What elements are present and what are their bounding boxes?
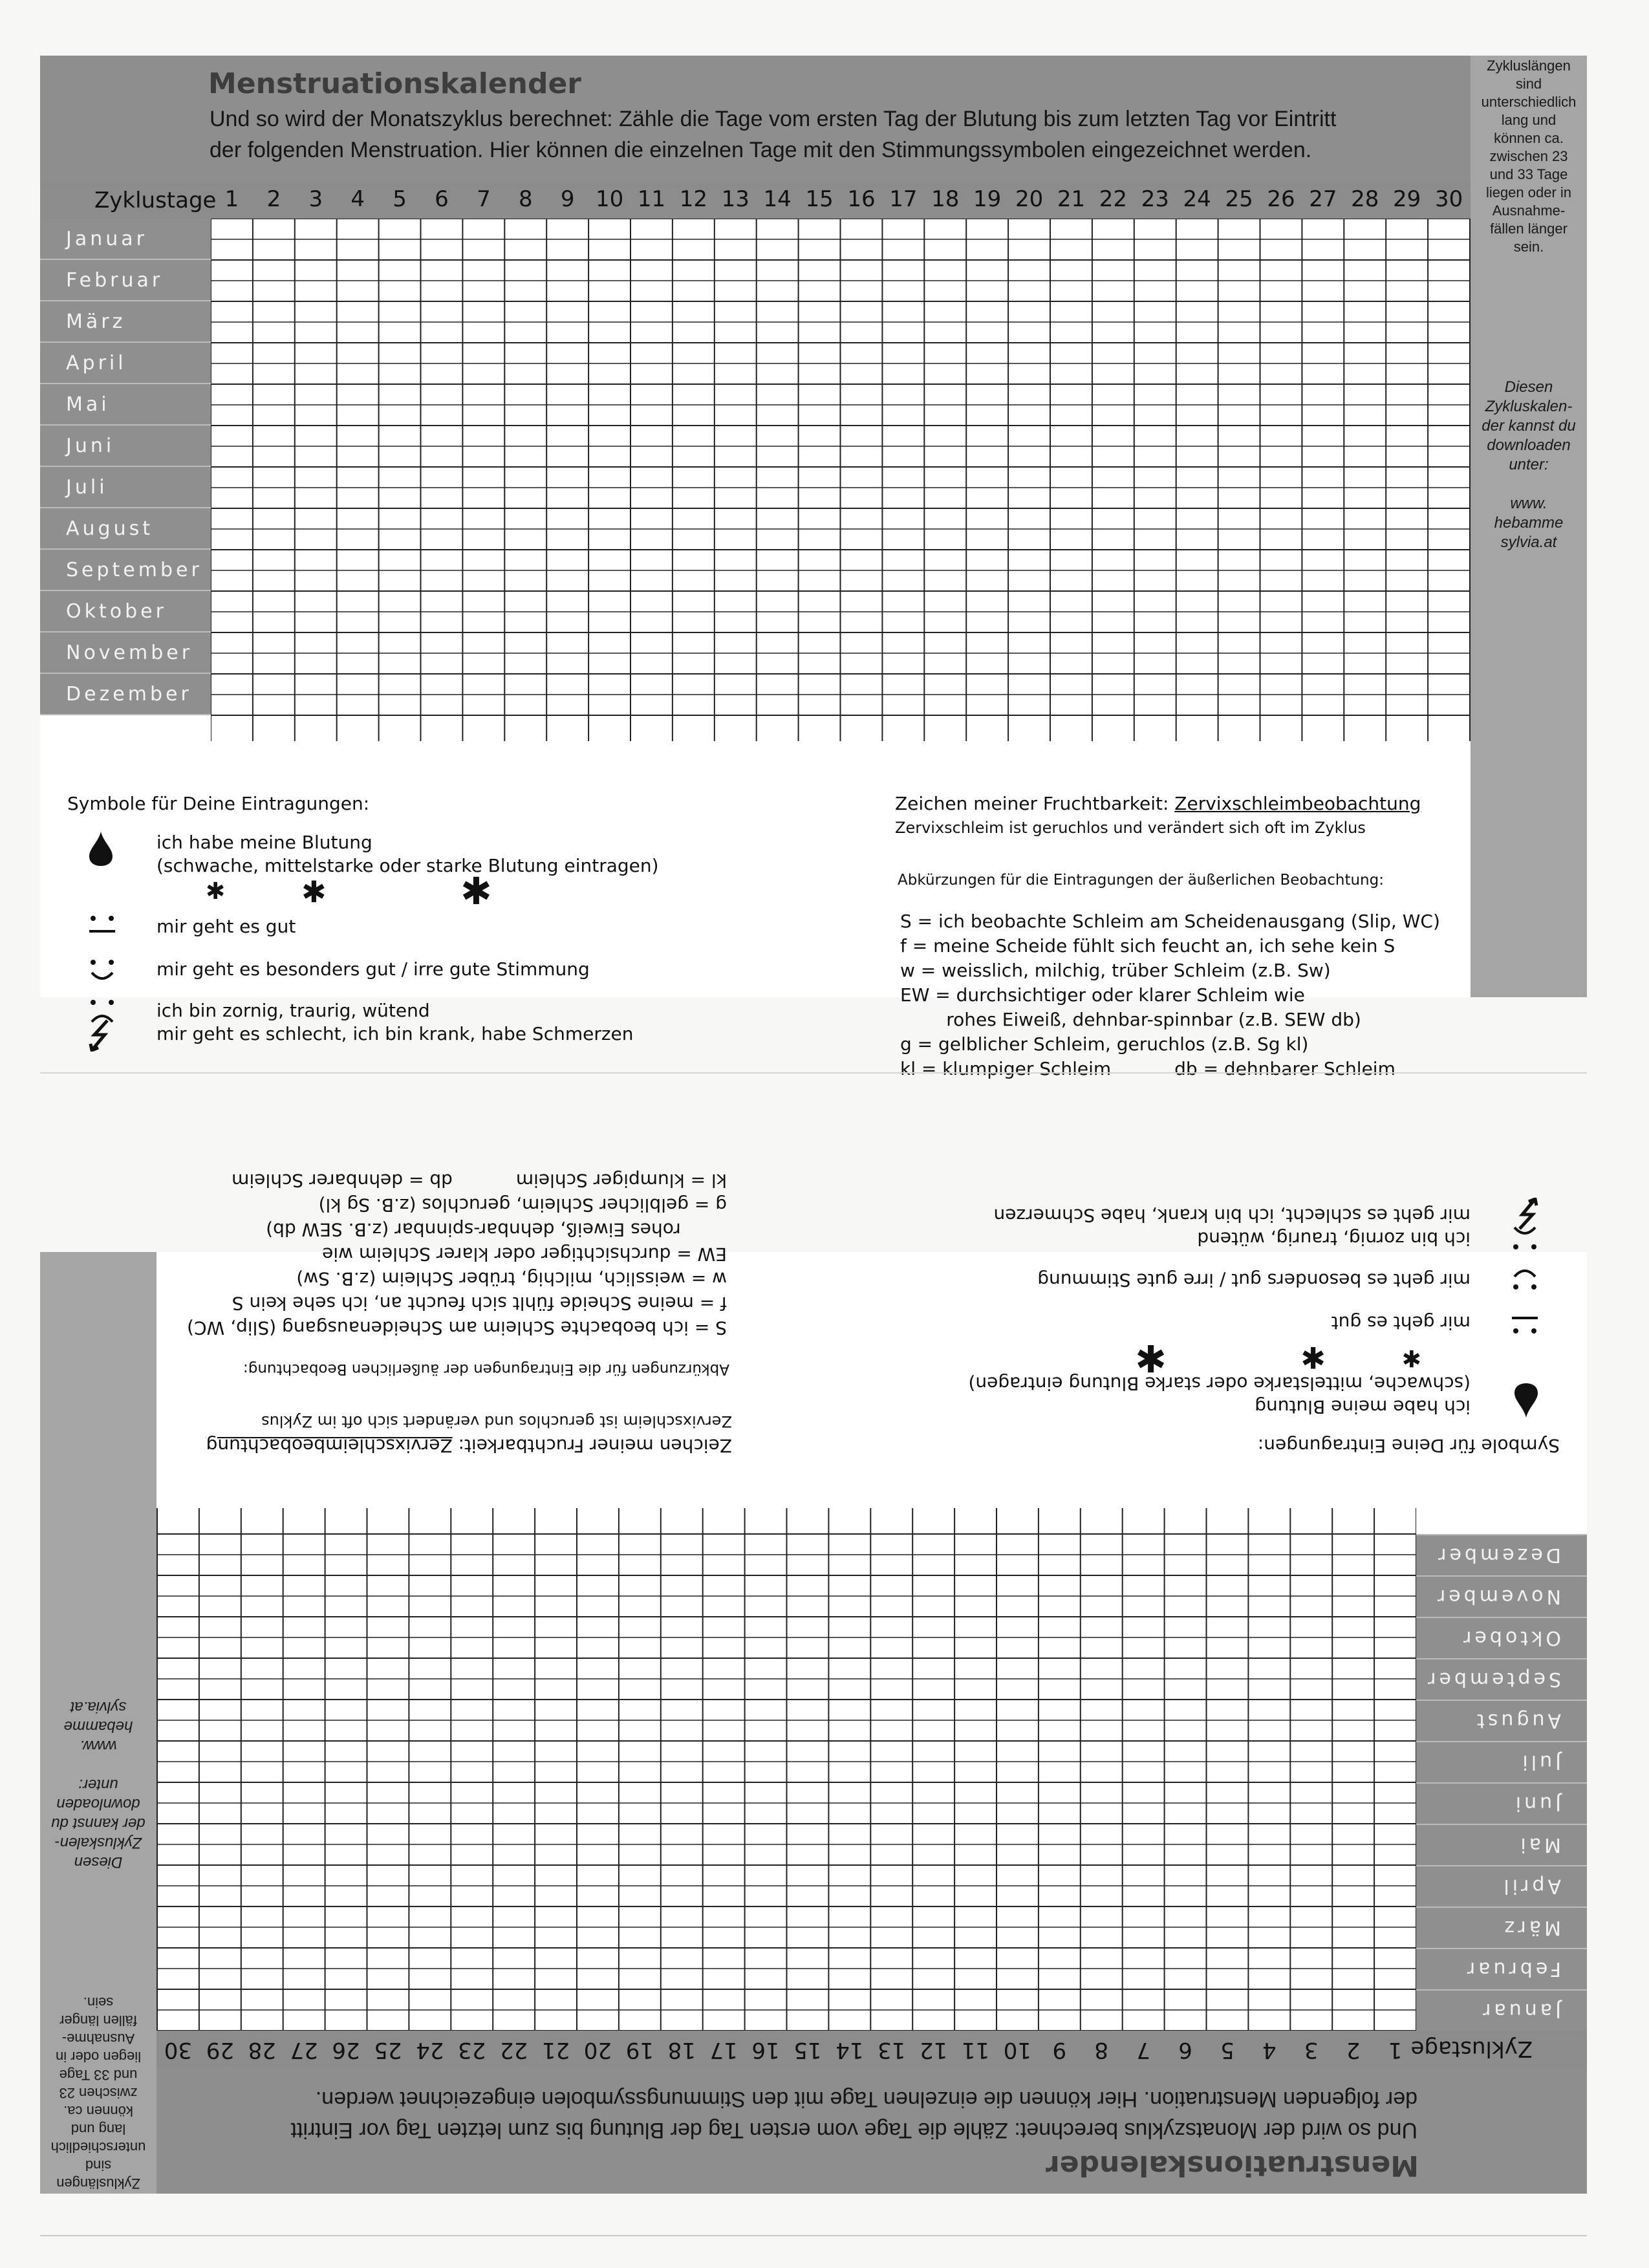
day-number: 1 [224,186,239,212]
day-number: 8 [518,186,533,212]
sidebar-line [1471,475,1587,494]
day-number: 3 [308,186,323,212]
day-number: 20 [583,2037,612,2063]
fertility-title [895,793,1421,814]
day-number: 20 [1015,186,1044,212]
sidebar-line: sylvia.at [70,1698,127,1716]
month-label [1416,1700,1587,1741]
abbreviation-line: S = ich beobachte Schleim am Scheidenausgang (Slip, WC) [187,1317,727,1339]
day-number: 23 [458,2037,486,2063]
day-number: 26 [1267,186,1295,212]
sidebar-line: unterschiedlich [1481,94,1577,110]
day-number: 18 [667,2037,696,2063]
calendar-description [137,2084,1417,2146]
sidebar-line [40,1755,156,1775]
calendar-title: Menstruationskalender [208,67,581,100]
sidebar-line: Ausnahme- [61,2031,135,2047]
calendar-title: Menstruationskalender [1046,2149,1419,2182]
sidebar-line: lang und [1501,112,1557,128]
fertility-title-prefix: Zeichen meiner Fruchtbarkeit: [452,1435,732,1456]
day-number: 21 [541,2037,570,2063]
sidebar-line: und 33 Tage [59,2067,138,2083]
fertility-title-underlined: Zervixschleimbeobachtung [206,1435,453,1456]
sidebar-line: lang und [70,2121,126,2137]
day-number: 9 [1052,2037,1067,2063]
day-number: 11 [961,2037,990,2063]
sidebar-line: unter: [78,1776,118,1793]
neutral-face-icon [1511,1306,1539,1339]
day-number: 2 [266,186,281,212]
abbreviations-title: Abkürzungen für die Eintragungen der äußerlichen Beobachtung: [898,872,1384,889]
day-number: 10 [1003,2037,1032,2063]
star-medium-icon: ✱ [301,874,327,909]
day-number: 25 [1225,186,1253,212]
day-number: 13 [721,186,749,212]
day-number: 11 [637,186,666,212]
description-line-2: der folgenden Menstruation. Hier können die einzelnen Tage mit den Stimmungssymbolen eingezeichnet werden. [315,2087,1417,2111]
month-label [40,508,211,550]
sidebar-line: Zykluslängen [1487,58,1571,74]
day-number: 25 [374,2037,402,2063]
description-line-1: Und so wird der Monatszyklus berechnet: Zähle die Tage vom ersten Tag der Blutung bis zum letzten Tag vor Eintritt [290,2118,1417,2143]
sidebar-line: unter: [1509,456,1549,473]
symbol-angry-label: ich bin zornig, traurig, wütend [156,1000,430,1021]
fertility-subtitle: Zervixschleim ist geruchlos und verändert sich oft im Zyklus [261,1412,732,1431]
happy-face-icon [88,956,116,989]
day-number: 27 [1309,186,1337,212]
month-label [40,384,211,426]
abbreviation-line: f = meine Scheide fühlt sich feucht an, ich sehe kein S [900,935,1396,956]
day-number: 17 [889,186,918,212]
sidebar-line: sein. [1513,239,1544,255]
calendar-card-top [40,56,1587,1079]
zyklustage-label: Zyklustage [1410,2036,1533,2062]
month-label [40,301,211,343]
sidebar-line: fällen länger [59,2013,137,2029]
symbol-sick-label: mir geht es schlecht, ich bin krank, habe Schmerzen [156,1023,634,1044]
symbol-sick-label: mir geht es schlecht, ich bin krank, habe Schmerzen [993,1205,1471,1226]
symbols-title: Symbole für Deine Eintragungen: [1257,1435,1560,1456]
day-number: 22 [1099,186,1128,212]
calendar-card-bottom [40,1170,1587,2194]
day-number: 7 [477,186,491,212]
fertility-title-underlined: Zervixschleimbeobachtung [1174,793,1421,814]
day-number: 15 [793,2037,822,2063]
zyklustage-label: Zyklustage [94,188,217,213]
day-number: 28 [248,2037,276,2063]
star-strong-icon: ✱ [1135,1336,1167,1380]
sidebar-line: liegen oder in [1485,184,1572,200]
month-label [40,219,211,260]
lightning-icon [1511,1193,1539,1230]
month-label-text: Juli [1519,1751,1561,1773]
day-number: 6 [435,186,449,212]
month-label [40,550,211,591]
sidebar-line: hebamme [63,1718,133,1735]
abbreviation-line: EW = durchsichtiger oder klarer Schleim wie [900,984,1305,1006]
month-label [1416,1865,1587,1906]
month-label-text: Mai [66,393,110,416]
sidebar-line: fällen länger [1490,221,1568,237]
month-label-text: August [1474,1709,1561,1732]
calendar-header [40,56,1587,182]
cycle-day-header [40,182,1471,219]
star-weak-icon: ✱ [206,878,226,905]
day-number: 15 [805,186,834,212]
sidebar-line: sein. [83,1994,114,2011]
cycle-length-note [1471,57,1587,256]
month-label [40,632,211,674]
symbol-good-label: mir geht es gut [1331,1312,1471,1334]
month-label-text: Mai [1517,1833,1561,1856]
sidebar-line: Zykluslängen [56,2176,140,2192]
month-label-text: Dezember [1435,1544,1561,1566]
day-number: 3 [1304,2037,1319,2063]
month-label-text: Januar [1480,1999,1561,2022]
day-number: 30 [1434,186,1463,212]
description-line-1: Und so wird der Monatszyklus berechnet: Zähle die Tage vom ersten Tag der Blutung bis zum letzten Tag vor Eintritt [210,107,1337,131]
day-number: 18 [931,186,960,212]
abbreviations-title: Abkürzungen für die Eintragungen der äußerlichen Beobachtung: [243,1361,729,1377]
month-label-text: Februar [1463,1958,1561,1980]
day-number: 6 [1178,2037,1192,2063]
symbol-very-good-label: mir geht es besonders gut / irre gute Stimmung [1037,1269,1471,1291]
month-label [1416,1534,1587,1575]
day-number: 21 [1057,186,1086,212]
day-number: 9 [560,186,575,212]
month-label [1416,1741,1587,1782]
day-number: 30 [164,2037,193,2063]
sidebar-line: Zykluskalen- [54,1834,142,1852]
abbreviation-line: g = gelblicher Schleim, geruchlos (z.B. Sg kl) [318,1194,727,1216]
sidebar-line: Zykluskalen- [1485,398,1573,415]
sidebar-line: hebamme [1494,514,1564,532]
star-strong-icon: ✱ [460,869,492,913]
month-label-text: Oktober [66,600,167,623]
fertility-title [206,1435,732,1456]
month-label-text: November [1434,1585,1561,1608]
abbreviation-line: rohes Eiweiß, dehnbar-spinnbar (z.B. SEW db) [900,1009,1361,1030]
month-label [1416,1782,1587,1824]
day-number: 10 [595,186,624,212]
day-number: 28 [1351,186,1379,212]
cut-line [40,1072,1587,1074]
abbreviation-line: EW = durchsichtiger oder klarer Schleim wie [322,1244,727,1265]
sidebar-line: zwischen 23 [59,2085,138,2101]
sidebar-line: downloaden [56,1795,140,1813]
day-number: 12 [679,186,708,212]
month-label [1416,1948,1587,1989]
symbol-bleeding-sub: (schwache, mittelstarke oder starke Blutung eintragen) [156,855,659,876]
lightning-icon [88,1019,116,1056]
entry-grid[interactable] [156,1477,1416,2031]
sidebar-line: und 33 Tage [1489,166,1568,182]
abbreviation-line: kl = klumpiger Schleim db = dehnbarer Schleim [900,1058,1396,1079]
day-number: 4 [350,186,365,212]
sidebar-line: sind [1515,76,1542,92]
day-number: 12 [919,2037,948,2063]
day-number: 5 [1220,2037,1234,2063]
symbol-good-label: mir geht es gut [156,916,296,937]
month-label-text: November [66,642,193,664]
symbol-bleeding-label: ich habe meine Blutung [156,832,372,853]
day-number: 14 [835,2037,864,2063]
month-label [40,674,211,715]
symbol-bleeding-sub: (schwache, mittelstarke oder starke Blutung eintragen) [968,1373,1471,1394]
day-number: 24 [1183,186,1211,212]
month-label-text: April [66,352,127,374]
symbol-bleeding-label: ich habe meine Blutung [1255,1396,1471,1418]
calendar-header [40,2067,1587,2194]
sidebar-line: Diesen [74,1853,123,1871]
day-number: 1 [1388,2037,1403,2063]
day-number: 7 [1136,2037,1150,2063]
sidebar-line: zwischen 23 [1489,148,1568,164]
sidebar-line: Ausnahme- [1492,202,1566,219]
cycle-day-header [156,2031,1587,2067]
month-label [40,591,211,632]
month-label-text: September [66,559,202,581]
cycle-length-note [40,1993,156,2192]
abbreviation-line: w = weisslich, milchig, trüber Schleim (z.B. Sw) [900,960,1331,981]
sidebar-line: sind [85,2157,112,2174]
drop-icon [88,830,114,871]
month-label-text: Dezember [66,683,192,706]
day-number: 16 [751,2037,780,2063]
sidebar-line: der kannst du [51,1815,146,1832]
month-label [1416,1575,1587,1617]
day-number: 22 [499,2037,528,2063]
abbreviation-line: f = meine Scheide fühlt sich feucht an, ich sehe kein S [232,1293,727,1314]
download-note [1471,378,1587,552]
abbreviation-line: rohes Eiweiß, dehnbar-spinnbar (z.B. SEW db) [266,1219,727,1240]
sidebar-line: liegen oder in [55,2049,142,2065]
month-label [1416,1906,1587,1948]
cycle-grid [40,1477,1587,2067]
month-label-text: September [1425,1668,1561,1690]
day-number: 29 [1393,186,1421,212]
month-label-text: Juni [1512,1792,1561,1815]
fertility-title-prefix: Zeichen meiner Fruchtbarkeit: [895,793,1175,814]
day-number: 17 [709,2037,738,2063]
month-label-text: März [1501,1916,1561,1939]
description-line-2: der folgenden Menstruation. Hier können die einzelnen Tage mit den Stimmungssymbolen eingezeichnet werden. [210,138,1312,162]
sidebar-line: können ca. [63,2103,133,2119]
month-label-text: Juni [66,435,115,457]
month-label [40,426,211,467]
star-medium-icon: ✱ [1300,1340,1326,1375]
month-label-text: März [66,310,126,333]
month-label [40,343,211,384]
month-label-text: August [66,517,153,540]
day-number: 23 [1141,186,1169,212]
symbol-angry-label: ich bin zornig, traurig, wütend [1197,1228,1471,1249]
sidebar-line: der kannst du [1482,417,1576,435]
sidebar-line: unterschiedlich [50,2139,146,2155]
symbols-title: Symbole für Deine Eintragungen: [67,793,370,814]
drop-icon [1513,1378,1539,1419]
page-bottom-line [40,2235,1587,2236]
abbreviation-line: S = ich beobachte Schleim am Scheidenausgang (Slip, WC) [900,911,1440,932]
abbreviation-line: w = weisslich, milchig, trüber Schleim (z.B. Sw) [296,1268,727,1290]
day-number: 14 [763,186,792,212]
sidebar-line: können ca. [1494,130,1564,146]
sidebar-line: www. [1510,495,1547,512]
sidebar-line: Diesen [1504,378,1553,396]
abbreviation-line: kl = klumpiger Schleim db = dehnbarer Schleim [232,1170,727,1191]
month-label-text: Oktober [1460,1626,1561,1649]
symbol-very-good-label: mir geht es besonders gut / irre gute Stimmung [156,958,590,980]
month-label-text: Juli [66,476,108,499]
abbreviation-line: g = gelblicher Schleim, geruchlos (z.B. Sg kl) [900,1033,1309,1055]
month-label-text: Februar [66,269,164,292]
month-label [1416,1617,1587,1658]
sidebar-line: downloaden [1487,437,1571,454]
month-label-text: Januar [66,228,147,250]
month-label-text: April [1500,1875,1561,1897]
download-note [40,1697,156,1872]
day-number: 13 [878,2037,906,2063]
happy-face-icon [1511,1260,1539,1293]
day-number: 29 [206,2037,234,2063]
day-number: 27 [290,2037,318,2063]
entry-grid[interactable] [211,219,1471,772]
day-number: 2 [1346,2037,1361,2063]
day-number: 4 [1262,2037,1277,2063]
day-number: 19 [973,186,1002,212]
day-number: 26 [332,2037,360,2063]
star-weak-icon: ✱ [1401,1345,1421,1371]
cycle-grid [40,182,1587,772]
day-number: 19 [625,2037,654,2063]
month-label [40,260,211,301]
month-label [1416,1989,1587,2031]
month-label [1416,1824,1587,1865]
sidebar-line: sylvia.at [1500,534,1557,551]
month-label [40,467,211,508]
month-label [1416,1658,1587,1700]
day-number: 16 [847,186,876,212]
calendar-description [210,103,1490,166]
day-number: 5 [393,186,407,212]
neutral-face-icon [88,911,116,944]
fertility-subtitle: Zervixschleim ist geruchlos und verändert sich oft im Zyklus [895,819,1366,837]
sidebar-line: www. [80,1737,117,1755]
day-number: 24 [416,2037,444,2063]
day-number: 8 [1094,2037,1109,2063]
